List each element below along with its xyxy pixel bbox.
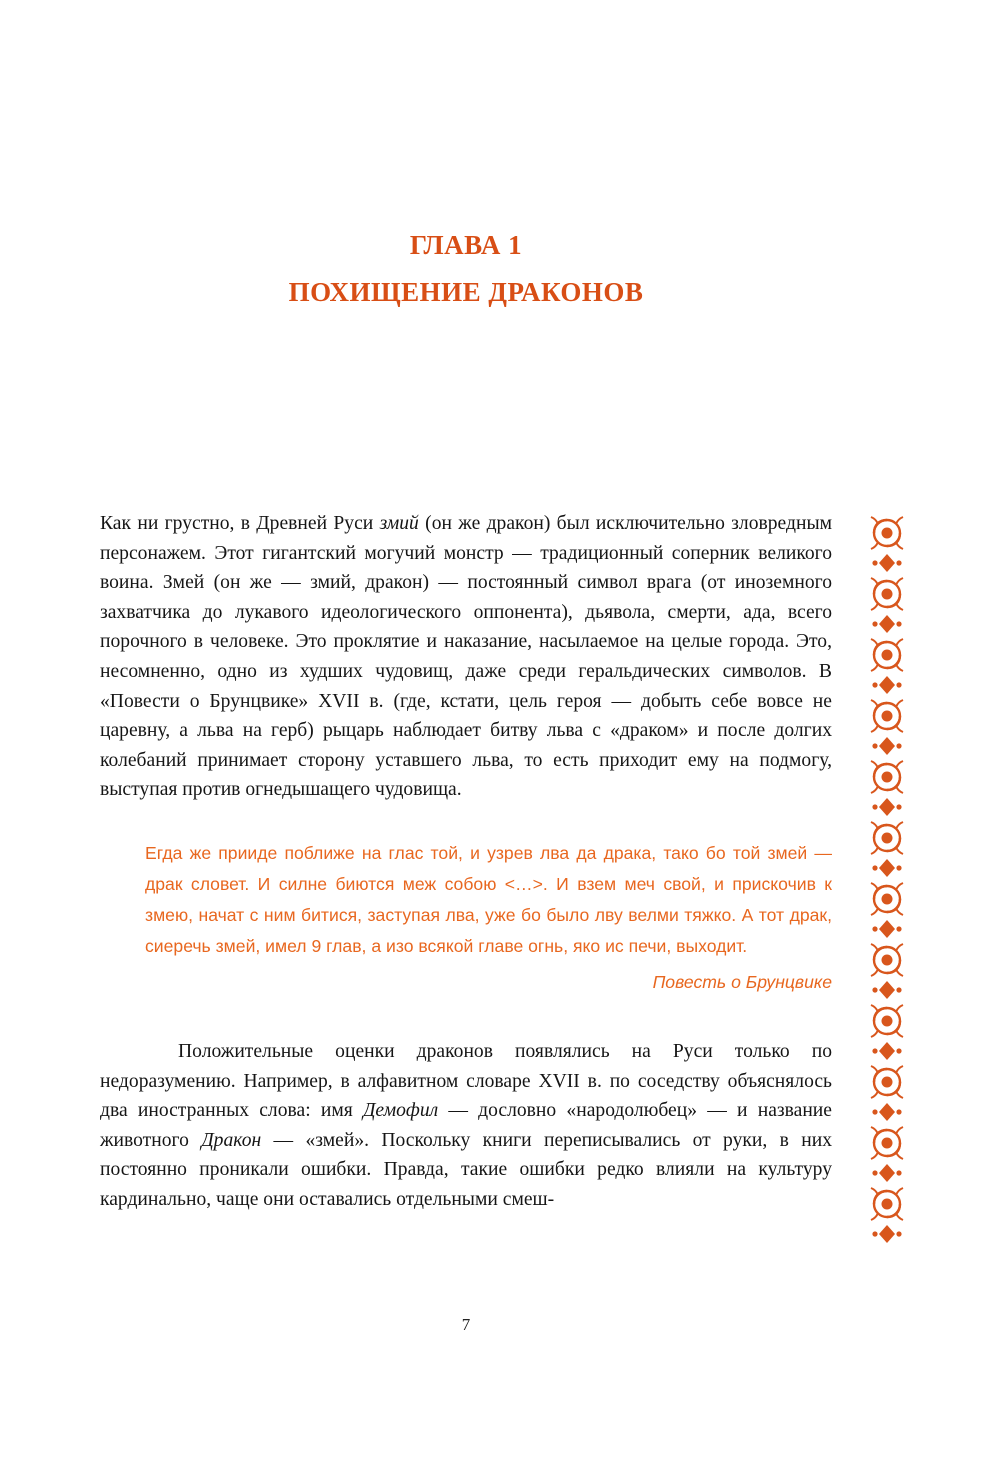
- quote-block: Егда же прииде поближе на глас той, и узрев лва да драка, тако бо той змей — драк словет. И силне биются меж собою <…>. И взем меч свой, и прискочив к змею, начат с ним битися, заступая лва, уже бо было лву велми тяжко. А тот драк, сиеречь змей, имел 9 глав, а изо всякой главе огнь, яко ис печи, выходит.: [145, 842, 832, 956]
- paragraph-2: Положительные оценки драконов появлялись на Руси только по недоразумению. Например, в алфавитном словаре XVII в. по соседству объяснялось два иностранных слова: имя Демофил — дословно «народолюбец» — и название животного Дракон — «змей». Поскольку книги переписывались от руки, в них постоянно проникали ошибки. Правда, такие ошибки редко влияли на культуру кардинально, чаще они оставались отдельными смеш-: [100, 1040, 832, 1210]
- chapter-heading: [100, 230, 832, 308]
- ornament-pattern-svg: [868, 514, 906, 1246]
- ornament-strip: [868, 514, 906, 1246]
- text-column: [100, 509, 832, 1215]
- chapter-kicker: ГЛАВА 1: [409, 230, 523, 260]
- paragraph-1: Как ни грустно, в Древней Руси змий (он же дракон) был исключительно зловредным персонажем. Этот гигантский могучий монстр — традиционный соперник великого воина. Змей (он же — змий, дракон) — постоянный символ врага (от иноземного захватчика до лукавого идеологического оппонента), дьявола, смерти, ада, всего порочного в человеке. Это проклятие и наказание, насылаемое на целые города. Это, несомненно, одно из худших чудовищ, даже среди геральдических символов. В «Повести о Брунцвике» XVII в. (где, кстати, цель героя — добыть себе вовсе не царевну, а льва на герб) рыцарь наблюдает битву льва с «драком» и после долгих колебаний принимает сторону уставшего льва, то есть приходит ему на подмогу, выступая против огнедышащего чудовища.: [100, 513, 833, 801]
- chapter-title: ПОХИЩЕНИЕ ДРАКОНОВ: [288, 277, 644, 307]
- quote-attribution: Повесть о Брунцвике: [652, 971, 832, 992]
- page-number: 7: [461, 1315, 471, 1334]
